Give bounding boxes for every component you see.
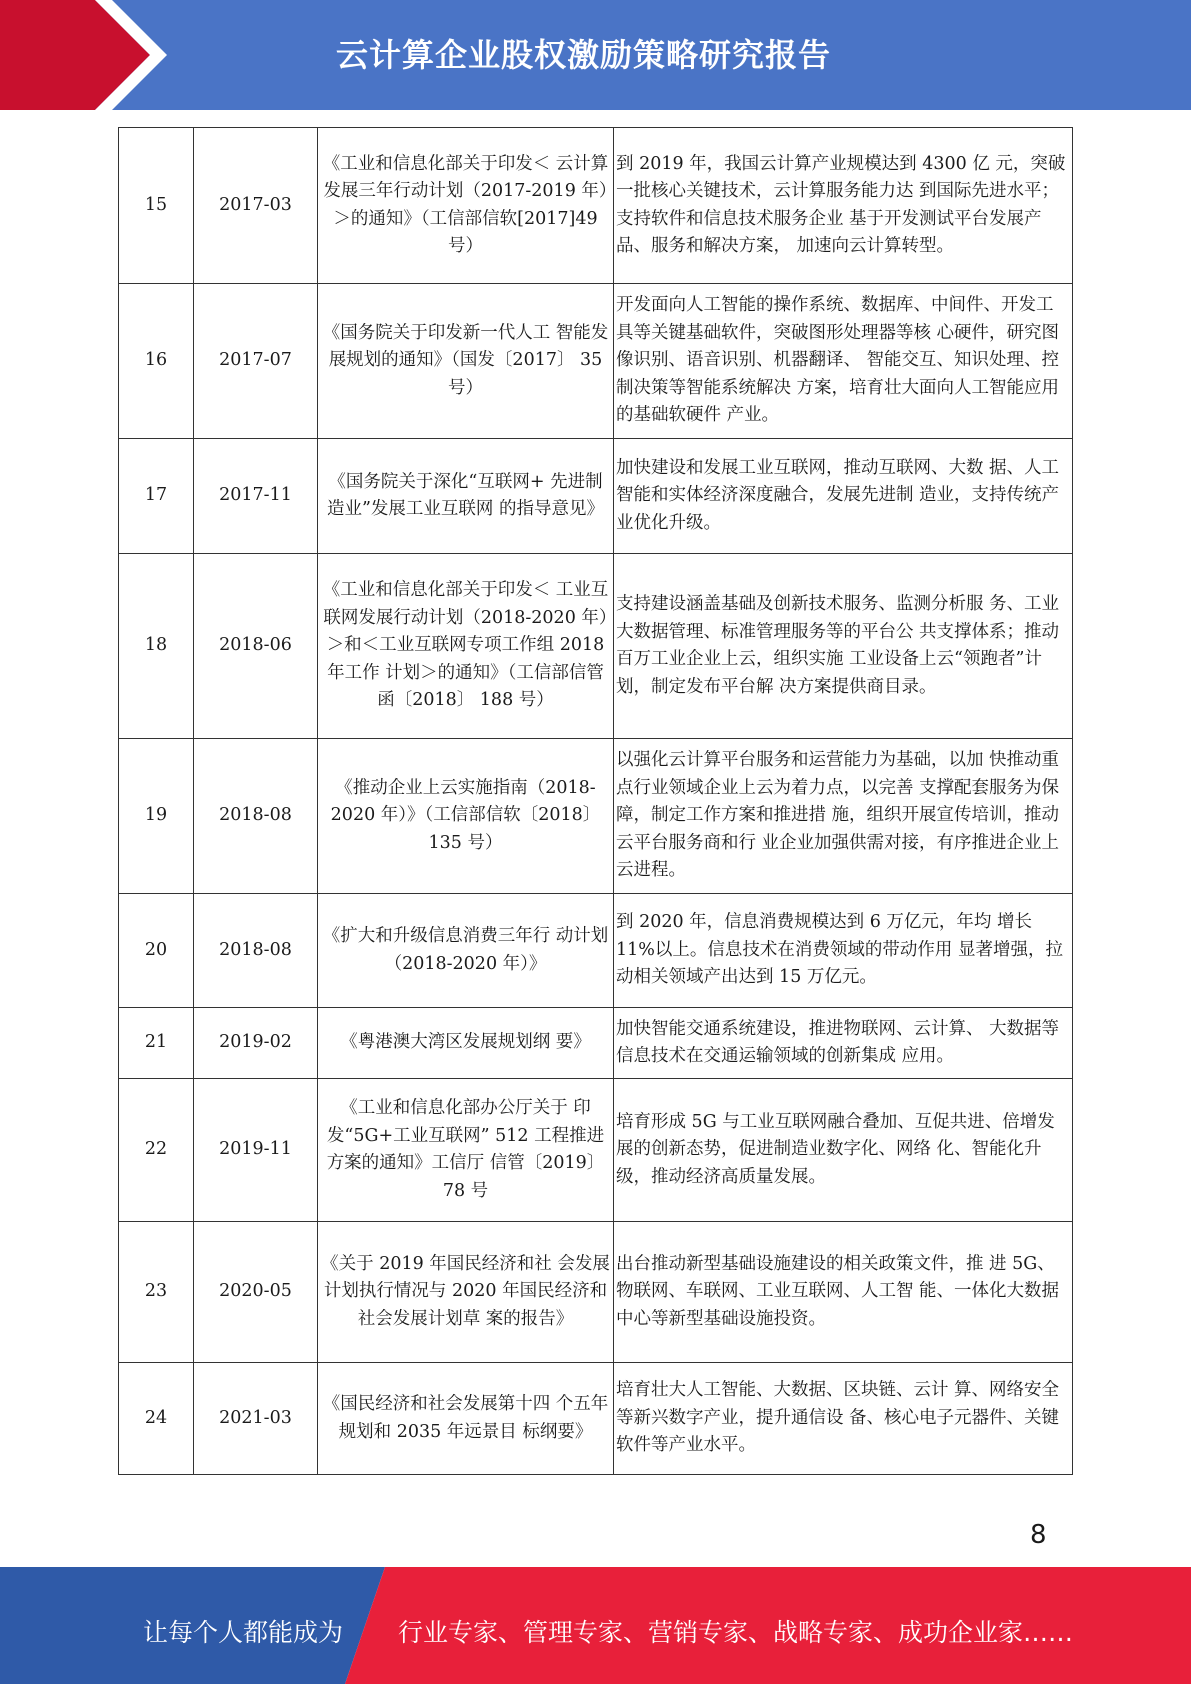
row-date: 2018-08: [194, 894, 318, 1008]
policy-table: [118, 127, 1073, 1475]
row-description: 以强化云计算平台服务和运营能力为基础，以加 快推动重点行业领域企业上云为着力点，以完善 支撑配套服务为保障，制定工作方案和推进措 施，组织开展宣传培训，推动云平台服务商和行 业企业加强供需对接，有序推进企业上云进程。: [614, 739, 1073, 894]
table-row: [119, 739, 1073, 894]
row-document: 《工业和信息化部关于印发＜ 工业互联网发展行动计划（2018-2020 年）＞和＜工业互联网专项工作组 2018 年工作 计划＞的通知》（工信部信管函〔2018〕 188 号）: [318, 554, 614, 739]
row-document: 《工业和信息化部办公厅关于 印发“5G+工业互联网” 512 工程推进方案的通知》工信厅 信管〔2019〕 78 号: [318, 1079, 614, 1222]
table-row: [119, 894, 1073, 1008]
row-number: 19: [119, 739, 194, 894]
table-row: [119, 1079, 1073, 1222]
row-document: 《粤港澳大湾区发展规划纲 要》: [318, 1008, 614, 1079]
footer-slogan-left: 让每个人都能成为: [143, 1618, 344, 1647]
page-number: 8: [1030, 1520, 1047, 1550]
row-document: 《工业和信息化部关于印发＜ 云计算发展三年行动计划（2017-2019 年）＞的通知》（工信部信软[2017]49 号）: [318, 128, 614, 284]
row-number: 20: [119, 894, 194, 1008]
row-date: 2020-05: [194, 1222, 318, 1363]
row-description: 加快建设和发展工业互联网，推动互联网、大数 据、人工智能和实体经济深度融合，发展先进制 造业，支持传统产业优化升级。: [614, 439, 1073, 554]
row-number: 21: [119, 1008, 194, 1079]
table-row: [119, 439, 1073, 554]
row-date: 2018-06: [194, 554, 318, 739]
row-number: 15: [119, 128, 194, 284]
row-number: 24: [119, 1363, 194, 1475]
row-document: 《国务院关于深化“互联网+ 先进制造业”发展工业互联网 的指导意见》: [318, 439, 614, 554]
row-description: 开发面向人工智能的操作系统、数据库、中间件、开发工具等关键基础软件，突破图形处理器等核 心硬件，研究图像识别、语音识别、机器翻译、 智能交互、知识处理、控制决策等智能系统解决 方案，培育壮大面向人工智能应用的基础软硬件 产业。: [614, 284, 1073, 439]
row-description: 培育形成 5G 与工业互联网融合叠加、互促共进、倍增发展的创新态势，促进制造业数字化、网络 化、智能化升级，推动经济高质量发展。: [614, 1079, 1073, 1222]
table-row: [119, 1222, 1073, 1363]
table-row: [119, 1008, 1073, 1079]
row-number: 22: [119, 1079, 194, 1222]
row-number: 18: [119, 554, 194, 739]
table-row: [119, 128, 1073, 284]
table-row: [119, 554, 1073, 739]
row-document: 《扩大和升级信息消费三年行 动计划（2018-2020 年）》: [318, 894, 614, 1008]
row-date: 2019-02: [194, 1008, 318, 1079]
row-description: 加快智能交通系统建设，推进物联网、云计算、 大数据等信息技术在交通运输领域的创新集成 应用。: [614, 1008, 1073, 1079]
row-document: 《国务院关于印发新一代人工 智能发展规划的通知》（国发〔2017〕 35 号）: [318, 284, 614, 439]
row-description: 出台推动新型基础设施建设的相关政策文件，推 进 5G、物联网、车联网、工业互联网、人工智 能、一体化大数据中心等新型基础设施投资。: [614, 1222, 1073, 1363]
row-date: 2019-11: [194, 1079, 318, 1222]
footer-slogan-right: 行业专家、管理专家、营销专家、战略专家、成功企业家……: [398, 1618, 1074, 1647]
table-row: [119, 284, 1073, 439]
row-description: 培育壮大人工智能、大数据、区块链、云计 算、网络安全等新兴数字产业，提升通信设 备、核心电子元器件、关键软件等产业水平。: [614, 1363, 1073, 1475]
row-date: 2018-08: [194, 739, 318, 894]
footer-band: [0, 1567, 1191, 1684]
row-description: 支持建设涵盖基础及创新技术服务、监测分析服 务、工业大数据管理、标准管理服务等的平台公 共支撑体系；推动百万工业企业上云，组织实施 工业设备上云“领跑者”计划，制定发布平台解 决方案提供商目录。: [614, 554, 1073, 739]
row-date: 2017-11: [194, 439, 318, 554]
report-title: 云计算企业股权激励策略研究报告: [336, 36, 832, 74]
row-document: 《推动企业上云实施指南（2018-2020 年）》（工信部信软〔2018〕 135 号）: [318, 739, 614, 894]
row-number: 16: [119, 284, 194, 439]
row-date: 2017-07: [194, 284, 318, 439]
row-document: 《关于 2019 年国民经济和社 会发展计划执行情况与 2020 年国民经济和社会发展计划草 案的报告》: [318, 1222, 614, 1363]
header-band: [0, 0, 1191, 110]
row-number: 17: [119, 439, 194, 554]
row-description: 到 2020 年，信息消费规模达到 6 万亿元，年均 增长 11%以上。信息技术在消费领域的带动作用 显著增强，拉动相关领域产出达到 15 万亿元。: [614, 894, 1073, 1008]
row-number: 23: [119, 1222, 194, 1363]
table-row: [119, 1363, 1073, 1475]
row-document: 《国民经济和社会发展第十四 个五年规划和 2035 年远景目 标纲要》: [318, 1363, 614, 1475]
row-description: 到 2019 年，我国云计算产业规模达到 4300 亿 元，突破一批核心关键技术，云计算服务能力达 到国际先进水平；支持软件和信息技术服务企业 基于开发测试平台发展产品、服务和解决方案， 加速向云计算转型。: [614, 128, 1073, 284]
row-date: 2021-03: [194, 1363, 318, 1475]
row-date: 2017-03: [194, 128, 318, 284]
